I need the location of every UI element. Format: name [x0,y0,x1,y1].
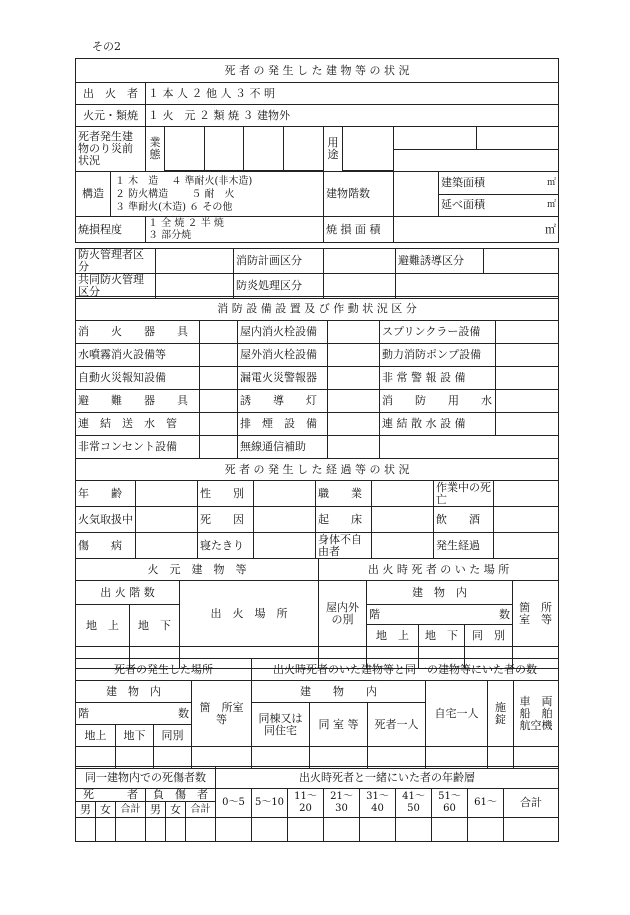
age-band: 41～50 [396,789,432,818]
section-title: 火 元 建 物 等 [76,559,319,581]
kasho-label: 箇 所室 等 [513,581,559,647]
kasho-label: 箇 所室 等 [192,681,252,747]
kenchiku-label: 建築面積 ㎡ [439,172,559,194]
equipment-label: 消 火 器 具 [76,321,200,344]
tatemono-label: 建 物 内 [76,681,192,703]
basho-label: 出 火 場 所 [180,581,319,647]
circ-label: 性 別 [198,481,254,507]
dobetsu-label: 同 別 [465,625,513,647]
shoson-option: １ 全 焼 ２ 半 焼 [148,217,224,229]
circ-label: 身体不自由者 [316,533,372,559]
circ-label: 起 床 [316,507,372,533]
male-label: 男 [76,802,96,818]
circ-label: 死 因 [198,507,254,533]
section-title: 死 者 の 発 生 し た 経 過 等 の 状 況 [76,459,559,481]
section-title: 出火時死者のいた建物等と同一の建物等にいた者の数 [252,659,559,681]
equipment-label: スプリンクラー設備 [380,321,496,344]
kyodo-label: 共同防火管理区分 [76,274,156,299]
equipment-label: 誘 導 灯 [238,390,328,413]
field-options: １ 本 人 ２ 他 人 ３ 不 明 [146,83,559,105]
fusho-label: 負 傷 者 [146,789,216,802]
fire-equipment-table [75,296,559,459]
page-label: その2 [92,40,121,53]
sejo-label: 施錠 [488,681,514,747]
field-label: 出 火 者 [76,83,146,105]
dobetsu-label: 同別 [154,725,192,747]
equipment-label: 連 結 送 水 管 [76,413,200,436]
section-title: 死者の発生した場所 [76,659,252,681]
kai-label: 階 [76,703,116,725]
chijo-label: 地上 [76,725,116,747]
kanri-label: 防火管理者区分 [76,249,156,274]
age-band: 31～40 [360,789,396,818]
shoson-label: 焼損程度 [76,217,146,243]
casualty-table [75,766,559,842]
management-table [75,248,559,299]
su-label: 数 [154,703,192,725]
kozo-option: １ 木 造 ４ 準耐火(非木造) [115,175,253,187]
field-options: １ 火 元 ２ 類 焼 ３ 建物外 [146,105,559,127]
boen-label: 防炎処理区分 [234,274,324,299]
equipment-label: 非 常 警 報 設 備 [380,367,496,390]
total-label: 合計 [116,802,146,818]
circ-label: 発生経過 [434,533,494,559]
chijo-label: 地 上 [76,605,130,647]
jitaku-label: 自宅一人 [426,681,488,747]
total-label: 合計 [186,802,216,818]
circ-label: 職 業 [316,481,372,507]
female-label: 女 [96,802,116,818]
shoson-area-label: 焼 損 面 積 [324,217,394,243]
sharyo-label: 車 両船 舶航空機 [514,681,559,747]
shoson-option: ３ 部分焼 [148,229,192,241]
age-total-label: 合計 [504,789,559,818]
death-circumstance-table [75,458,559,559]
kozo-option: ２ 防火構造 ５ 耐 火 [115,188,235,200]
equipment-label: 非常コンセント設備 [76,436,200,459]
nobe-label: 延べ面積 ㎡ [441,198,557,212]
equipment-label: 連 結 散 水 設 備 [380,413,496,436]
gyotai-label: 業態 [146,127,165,170]
equipment-label: 避 難 器 具 [76,390,200,413]
tatemono-label: 建 物 内 [252,681,426,703]
shisha-label: 死 者 [76,789,146,802]
death-place-table [75,658,559,769]
female-label: 女 [166,802,186,818]
chika-label: 地 下 [419,625,465,647]
circ-label: 飲 酒 [434,507,494,533]
kozo-option: ３ 準耐火(木造) ６ その他 [115,201,233,213]
okunai-label: 屋内外の別 [319,581,367,647]
circ-label: 傷 病 [76,533,136,559]
field-label: 火元・類焼 [76,105,146,127]
age-band: 61～ [468,789,504,818]
yoto-label: 用途 [324,127,343,170]
chika-label: 地 下 [130,605,180,647]
circ-label: 作業中の死亡 [434,481,494,507]
equipment-label: 屋内消火栓設備 [238,321,328,344]
age-band: 0～5 [216,789,252,818]
age-band: 21～30 [324,789,360,818]
field-label: 死者発生建物のり災前状況 [76,127,146,172]
equipment-label: 水噴霧消火設備等 [76,344,200,367]
kaisu-label: 建物階数 [324,172,394,217]
equipment-label: 屋外消火栓設備 [238,344,328,367]
section-title: 死 者 の 発 生 し た 建 物 等 の 状 況 [76,59,559,83]
building-status-table [75,58,559,243]
unit-m2: ㎡ [394,217,559,243]
kozo-label: 構造 [76,172,111,216]
circ-label: 年 齢 [76,481,136,507]
kaisu-label: 出 火 階 数 [76,581,180,605]
section-title: 消 防 設 備 設 置 及 び 作 動 状 況 区 分 [76,297,559,321]
circ-label: 火気取扱中 [76,507,136,533]
equipment-label: 自動火災報知設備 [76,367,200,390]
age-band: 5～10 [252,789,288,818]
age-band: 51～60 [432,789,468,818]
equipment-label: 漏電火災警報器 [238,367,328,390]
chijo-label: 地 上 [367,625,419,647]
section-title: 出火時死者と一緒にいた者の年齢層 [216,767,559,789]
equipment-label: 消 防 用 水 [380,390,496,413]
section-title: 同一建物内での死傷者数 [76,767,216,789]
equipment-label: 無線通信補助 [238,436,328,459]
su-label: 数 [465,605,513,625]
tatemono-label: 建 物 内 [367,581,513,605]
circ-label: 寝たきり [198,533,254,559]
equipment-label: 動力消防ポンプ設備 [380,344,496,367]
fire-origin-table [75,558,559,669]
section-title: 出 火 時 死 者 の い た 場 所 [319,559,559,581]
kai-label: 階 [367,605,419,625]
shisha1-label: 死者一人 [368,703,426,747]
male-label: 男 [146,802,166,818]
yudo-label: 避難誘導区分 [396,249,484,274]
dotou-label: 同棟又は同住宅 [252,703,310,747]
doshitsu-label: 同 室 等 [310,703,368,747]
keikaku-label: 消防計画区分 [234,249,324,274]
age-band: 11～20 [288,789,324,818]
chika-label: 地下 [116,725,154,747]
equipment-label: 排 煙 設 備 [238,413,328,436]
